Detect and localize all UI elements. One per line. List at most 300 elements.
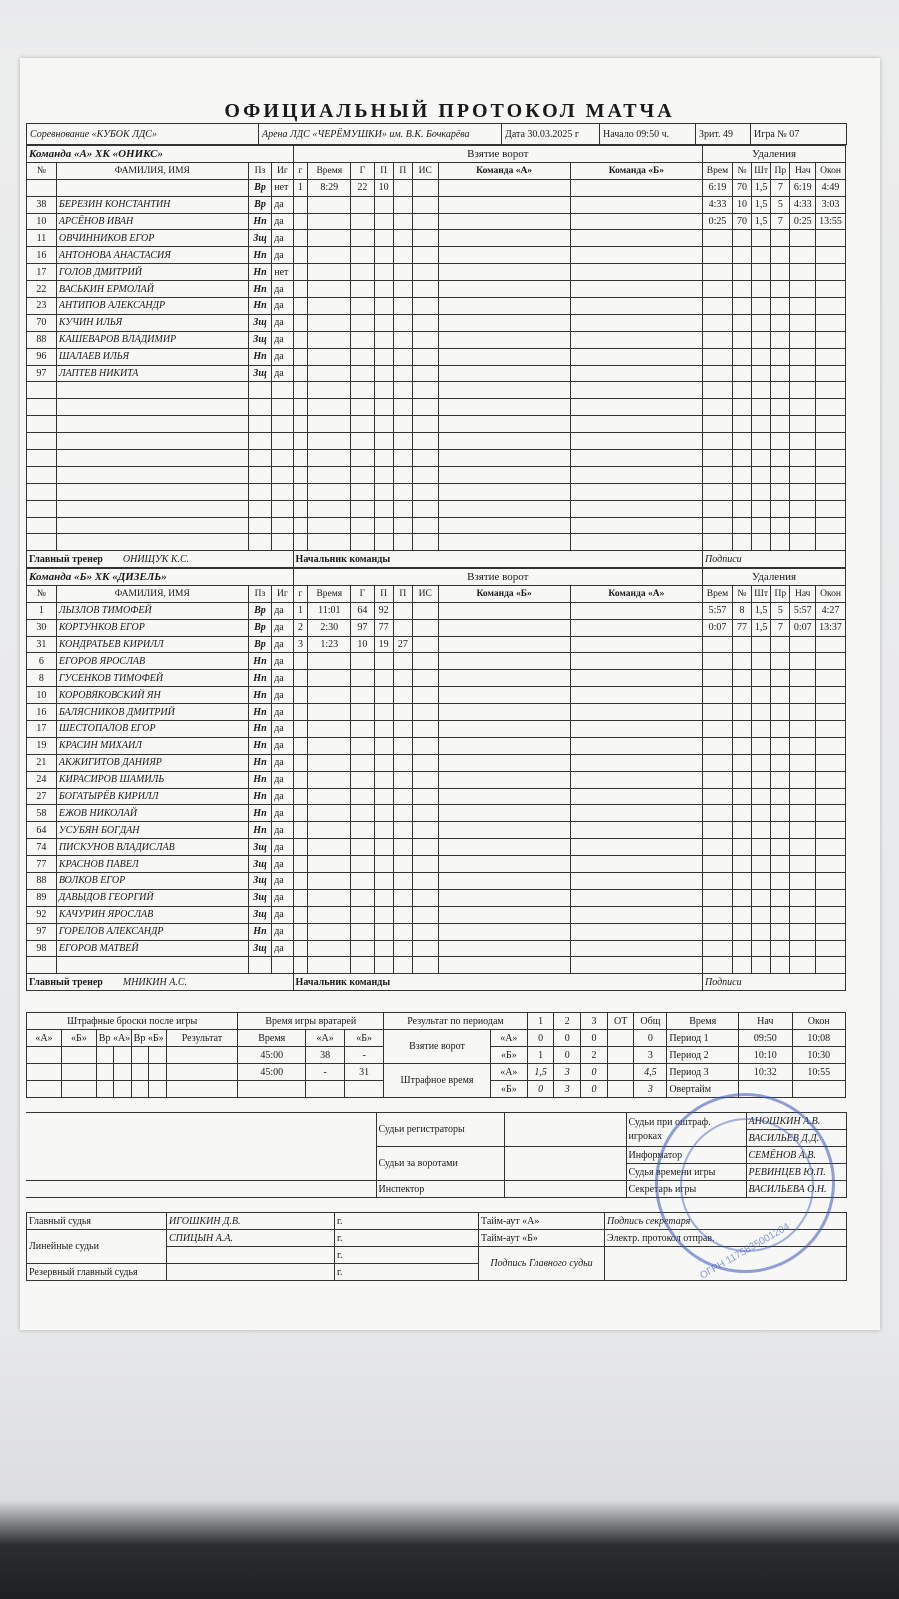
- penalty-cell: [703, 433, 733, 450]
- penalty-cell: [732, 264, 751, 281]
- player-name: КАЧУРИН ЯРОСЛАВ: [56, 906, 248, 923]
- player-row: [27, 500, 846, 517]
- penalty-cell: [790, 923, 816, 940]
- empty-cell: [27, 382, 57, 399]
- goal-cell: [393, 771, 412, 788]
- penalty-cell: [771, 517, 790, 534]
- empty-cell: [570, 737, 702, 754]
- empty-cell: [438, 517, 570, 534]
- penalty-cell: [790, 721, 816, 738]
- goal-cell: [293, 264, 308, 281]
- goal-cell: [351, 856, 374, 873]
- goal-cell: [351, 517, 374, 534]
- col-header: г: [293, 585, 308, 602]
- player-played: да: [272, 247, 293, 264]
- penalty-cell: 77: [732, 619, 751, 636]
- goal-cell: [308, 856, 351, 873]
- empty-cell: [570, 179, 702, 196]
- pim-cell: 3: [554, 1064, 581, 1081]
- col-header: Пр: [771, 585, 790, 602]
- city-label: г.: [335, 1247, 479, 1264]
- goal-cell: [393, 483, 412, 500]
- goal-cell: [412, 298, 438, 315]
- goal-cell: [308, 721, 351, 738]
- player-name: УСУБЯН БОГДАН: [56, 822, 248, 839]
- empty-cell: [248, 466, 271, 483]
- penalty-cell: [790, 822, 816, 839]
- goal-cell: [412, 923, 438, 940]
- penalty-cell: [703, 348, 733, 365]
- goal-cell: [293, 247, 308, 264]
- penalty-cell: [732, 754, 751, 771]
- player-row: [27, 856, 846, 873]
- empty-cell: [56, 399, 248, 416]
- player-name: КРАСИН МИХАИЛ: [56, 737, 248, 754]
- goal-cell: [412, 466, 438, 483]
- goal-cell: [351, 433, 374, 450]
- penalty-cell: [790, 636, 816, 653]
- empty-cell: [272, 500, 293, 517]
- goal-cell: [351, 788, 374, 805]
- player-played: да: [272, 230, 293, 247]
- player-name: АНТОНОВА АНАСТАСИЯ: [56, 247, 248, 264]
- penalty-cell: [816, 534, 846, 551]
- goal-cell: [308, 298, 351, 315]
- empty-cell: [248, 534, 271, 551]
- empty-cell: [570, 466, 702, 483]
- pim-cell: [607, 1064, 634, 1081]
- penalty-cell: [752, 889, 771, 906]
- penalty-cell: [771, 534, 790, 551]
- penalty-cell: [703, 788, 733, 805]
- goal-cell: [351, 247, 374, 264]
- pim-cell: 0: [581, 1081, 608, 1098]
- empty-cell: [570, 281, 702, 298]
- sign-label: Подписи: [703, 551, 846, 568]
- goal-cell: [351, 687, 374, 704]
- penalty-cell: 13:37: [816, 619, 846, 636]
- penalty-cell: [790, 839, 816, 856]
- player-position: Вр: [248, 179, 271, 196]
- penalty-cell: [703, 500, 733, 517]
- player-row: [27, 466, 846, 483]
- player-played: да: [272, 365, 293, 382]
- penalty-cell: [816, 399, 846, 416]
- goal-cell: [308, 365, 351, 382]
- col-header: Нач: [790, 585, 816, 602]
- penalty-cell: [790, 940, 816, 957]
- goal-cell: [308, 737, 351, 754]
- informer-label: Информатор: [626, 1147, 746, 1164]
- player-row: [27, 889, 846, 906]
- goal-cell: [351, 416, 374, 433]
- goal-cell: [374, 940, 393, 957]
- penalty-cell: [790, 230, 816, 247]
- penalty-cell: [732, 788, 751, 805]
- game-number: Игра № 07: [751, 124, 847, 145]
- goal-cell: [351, 906, 374, 923]
- goal-cell: 27: [393, 636, 412, 653]
- empty-cell: [438, 754, 570, 771]
- goal-cell: [351, 873, 374, 890]
- player-played: нет: [272, 179, 293, 196]
- col-header: Окон: [816, 162, 846, 179]
- goal-cell: [374, 416, 393, 433]
- penalty-cell: [771, 940, 790, 957]
- penalty-cell: [752, 264, 771, 281]
- penalty-cell: [790, 466, 816, 483]
- col-header: №: [27, 162, 57, 179]
- goal-cell: [293, 433, 308, 450]
- so-col: Вр «А»: [96, 1030, 131, 1047]
- player-row: [27, 517, 846, 534]
- player-position: Зщ: [248, 906, 271, 923]
- goal-cell: [412, 940, 438, 957]
- player-played: да: [272, 873, 293, 890]
- pen-box-name: ВАСИЛЬЕВ Д.Д.: [746, 1130, 846, 1147]
- goal-cell: [308, 873, 351, 890]
- empty-cell: [438, 281, 570, 298]
- penalty-cell: [703, 754, 733, 771]
- penalty-cell: [790, 281, 816, 298]
- penalty-cell: [703, 483, 733, 500]
- penalty-cell: [732, 636, 751, 653]
- penalty-cell: [771, 281, 790, 298]
- penalty-cell: 4:33: [790, 196, 816, 213]
- empty-cell: [272, 399, 293, 416]
- player-row: [27, 839, 846, 856]
- penalty-cell: [732, 517, 751, 534]
- penalty-cell: [732, 771, 751, 788]
- goal-cell: [308, 805, 351, 822]
- player-number: 1: [27, 602, 57, 619]
- penalty-cell: [790, 500, 816, 517]
- penalty-cell: [752, 230, 771, 247]
- penalty-cell: 1,5: [752, 196, 771, 213]
- score-cell: 0: [581, 1030, 608, 1047]
- penalty-cell: [732, 433, 751, 450]
- gk-col: «А»: [306, 1030, 345, 1047]
- player-played: да: [272, 721, 293, 738]
- player-row: [27, 230, 846, 247]
- goal-cell: [412, 399, 438, 416]
- penalty-cell: [816, 957, 846, 974]
- penalty-cell: [732, 500, 751, 517]
- goal-cell: [374, 737, 393, 754]
- goal-cell: [393, 264, 412, 281]
- player-played: да: [272, 298, 293, 315]
- player-row: [27, 247, 846, 264]
- goal-cell: [412, 179, 438, 196]
- penalty-cell: [732, 416, 751, 433]
- penalty-cell: 6:19: [703, 179, 733, 196]
- player-number: 97: [27, 365, 57, 382]
- goal-cell: [308, 466, 351, 483]
- player-number: 11: [27, 230, 57, 247]
- empty-cell: [438, 636, 570, 653]
- empty-cell: [438, 213, 570, 230]
- goal-cell: [412, 281, 438, 298]
- col-header: Команда «Б»: [570, 162, 702, 179]
- player-name: БАЛЯСНИКОВ ДМИТРИЙ: [56, 704, 248, 721]
- penalty-cell: [752, 721, 771, 738]
- goal-cell: [412, 196, 438, 213]
- player-position: Зщ: [248, 856, 271, 873]
- player-row: [27, 348, 846, 365]
- empty-cell: [272, 450, 293, 467]
- penalty-cell: [790, 805, 816, 822]
- goal-cell: 10: [374, 179, 393, 196]
- goal-cell: [308, 433, 351, 450]
- player-name: КИРАСИРОВ ШАМИЛЬ: [56, 771, 248, 788]
- electronic-protocol: Электр. протокол отправ.: [605, 1230, 847, 1247]
- empty-cell: [56, 466, 248, 483]
- goal-cell: [393, 704, 412, 721]
- penalty-cell: [771, 670, 790, 687]
- player-position: Нп: [248, 298, 271, 315]
- empty-cell: [438, 687, 570, 704]
- goal-cell: [293, 466, 308, 483]
- empty-cell: [570, 213, 702, 230]
- empty-cell: [570, 704, 702, 721]
- empty-cell: [438, 957, 570, 974]
- goal-cell: [308, 517, 351, 534]
- city-label: г.: [335, 1213, 479, 1230]
- col-header: Команда «А»: [570, 585, 702, 602]
- empty-cell: [56, 483, 248, 500]
- penalty-cell: [732, 348, 751, 365]
- player-played: да: [272, 314, 293, 331]
- goal-cell: [374, 281, 393, 298]
- goals-header: Взятие ворот: [293, 146, 703, 163]
- empty-cell: [570, 923, 702, 940]
- goal-cell: [308, 687, 351, 704]
- player-row: [27, 873, 846, 890]
- penalty-cell: 0:07: [703, 619, 733, 636]
- goal-cell: [308, 450, 351, 467]
- goal-cell: [308, 940, 351, 957]
- goal-cell: [412, 382, 438, 399]
- goal-cell: [374, 653, 393, 670]
- timekeeper-name: РЕВИНЦЕВ Ю.П.: [746, 1164, 846, 1181]
- player-number: 16: [27, 704, 57, 721]
- official-stamp: ОГРН 1175835001204: [655, 1093, 835, 1273]
- goal-cell: [293, 687, 308, 704]
- penalty-cell: [816, 450, 846, 467]
- penalty-cell: 4:27: [816, 602, 846, 619]
- empty-cell: [570, 433, 702, 450]
- empty-cell: [56, 450, 248, 467]
- goal-cell: [412, 822, 438, 839]
- goal-cell: [374, 433, 393, 450]
- goal-cell: [412, 416, 438, 433]
- penalty-cell: [732, 721, 751, 738]
- empty-cell: [438, 348, 570, 365]
- player-number: 17: [27, 264, 57, 281]
- penalty-cell: [771, 771, 790, 788]
- goal-cell: [351, 771, 374, 788]
- player-played: да: [272, 923, 293, 940]
- penalty-cell: [703, 687, 733, 704]
- goal-cell: [393, 889, 412, 906]
- penalty-cell: [771, 264, 790, 281]
- summary-table: [26, 1012, 846, 1098]
- goal-cell: [374, 873, 393, 890]
- empty-cell: [248, 399, 271, 416]
- penalty-cell: 1,5: [752, 213, 771, 230]
- penalty-cell: [816, 331, 846, 348]
- empty-cell: [438, 788, 570, 805]
- goal-cell: [308, 534, 351, 551]
- penalty-cell: [732, 382, 751, 399]
- penalty-cell: [816, 365, 846, 382]
- goal-cell: [393, 247, 412, 264]
- empty-cell: [438, 483, 570, 500]
- penalty-cell: [790, 653, 816, 670]
- goal-cell: [374, 298, 393, 315]
- penalty-cell: [816, 416, 846, 433]
- goal-cell: 22: [351, 179, 374, 196]
- goal-cell: 77: [374, 619, 393, 636]
- goal-cell: [374, 839, 393, 856]
- goal-cell: [308, 839, 351, 856]
- goal-cell: [393, 450, 412, 467]
- penalty-cell: [732, 940, 751, 957]
- player-position: Нп: [248, 213, 271, 230]
- empty-cell: [248, 517, 271, 534]
- penalty-cell: [816, 466, 846, 483]
- goal-cell: [308, 788, 351, 805]
- player-name: ШАЛАЕВ ИЛЬЯ: [56, 348, 248, 365]
- empty-cell: [438, 721, 570, 738]
- penalty-cell: [790, 298, 816, 315]
- penalty-cell: [732, 839, 751, 856]
- period-col: 3: [581, 1013, 608, 1030]
- empty-cell: [27, 416, 57, 433]
- penalty-cell: [752, 636, 771, 653]
- empty-cell: [272, 534, 293, 551]
- penalty-cell: [771, 788, 790, 805]
- empty-cell: [570, 721, 702, 738]
- player-position: Вр: [248, 636, 271, 653]
- penalty-cell: [732, 873, 751, 890]
- goal-cell: [293, 450, 308, 467]
- player-played: да: [272, 856, 293, 873]
- player-number: 96: [27, 348, 57, 365]
- goal-cell: [393, 687, 412, 704]
- penalty-cell: [732, 230, 751, 247]
- goal-cell: [308, 653, 351, 670]
- goal-cell: [412, 534, 438, 551]
- goal-cell: [412, 517, 438, 534]
- goal-cell: [412, 771, 438, 788]
- goal-cell: [351, 737, 374, 754]
- empty-cell: [570, 670, 702, 687]
- empty-cell: [570, 619, 702, 636]
- penalty-cell: [771, 382, 790, 399]
- penalty-cell: 5: [771, 196, 790, 213]
- goal-cell: [412, 873, 438, 890]
- penalty-cell: [703, 670, 733, 687]
- goal-cell: [293, 500, 308, 517]
- penalty-cell: [816, 687, 846, 704]
- player-position: Зщ: [248, 230, 271, 247]
- penalty-cell: [771, 365, 790, 382]
- goal-cell: [374, 500, 393, 517]
- empty-cell: [27, 399, 57, 416]
- team-title: Команда «А» ХК «ОНИКС»: [27, 146, 294, 163]
- penalty-cell: [771, 957, 790, 974]
- player-row: [27, 450, 846, 467]
- player-played: да: [272, 906, 293, 923]
- player-position: Нп: [248, 704, 271, 721]
- penalty-cell: [771, 906, 790, 923]
- goal-cell: [374, 247, 393, 264]
- player-number: 24: [27, 771, 57, 788]
- penalty-cell: [703, 839, 733, 856]
- penalty-cell: [752, 314, 771, 331]
- period-name: Период 2: [667, 1047, 739, 1064]
- secretary-name: ВАСИЛЬЕВА О.Н.: [746, 1181, 846, 1198]
- player-name: КОРТУНКОВ ЕГОР: [56, 619, 248, 636]
- goal-cell: [393, 399, 412, 416]
- empty-cell: [56, 382, 248, 399]
- empty-cell: [438, 906, 570, 923]
- col-header: Врем: [703, 585, 733, 602]
- pim-cell: 4,5: [634, 1064, 667, 1081]
- player-number: 58: [27, 805, 57, 822]
- penalty-cell: [703, 331, 733, 348]
- empty-cell: [570, 636, 702, 653]
- player-number: 27: [27, 788, 57, 805]
- goal-cell: 10: [351, 636, 374, 653]
- goal-cell: [374, 754, 393, 771]
- player-row: [27, 602, 846, 619]
- goal-cell: [351, 264, 374, 281]
- goal-cell: [308, 348, 351, 365]
- goal-cell: [351, 382, 374, 399]
- penalty-cell: [752, 771, 771, 788]
- player-row: [27, 636, 846, 653]
- penalty-cell: [732, 737, 751, 754]
- goal-cell: [308, 196, 351, 213]
- player-number: 31: [27, 636, 57, 653]
- goal-cell: [308, 670, 351, 687]
- goal-cell: [351, 704, 374, 721]
- empty-cell: [272, 483, 293, 500]
- goal-cell: [412, 704, 438, 721]
- col-header: Время: [308, 585, 351, 602]
- goal-cell: [308, 331, 351, 348]
- end-col: Окон: [792, 1013, 846, 1030]
- penalty-cell: [816, 247, 846, 264]
- player-number: 77: [27, 856, 57, 873]
- empty-cell: [570, 416, 702, 433]
- penalty-cell: [771, 230, 790, 247]
- goal-cell: [393, 298, 412, 315]
- goal-cell: [308, 704, 351, 721]
- gk-b: -: [345, 1047, 384, 1064]
- player-position: Зщ: [248, 940, 271, 957]
- gk-col: Время: [238, 1030, 306, 1047]
- penalty-cell: [771, 839, 790, 856]
- empty-cell: [248, 500, 271, 517]
- penalty-cell: [752, 433, 771, 450]
- sign-label: Подписи: [703, 974, 846, 991]
- player-number: 19: [27, 737, 57, 754]
- goal-cell: [412, 230, 438, 247]
- player-played: да: [272, 636, 293, 653]
